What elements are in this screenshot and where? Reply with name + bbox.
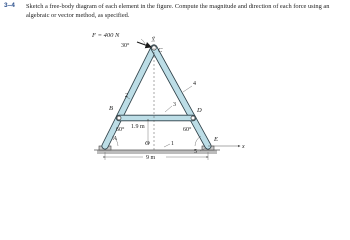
joint-B-label: B <box>109 105 113 112</box>
span-dim-label: 9 m <box>146 155 156 161</box>
joint-A-label: A <box>113 135 117 142</box>
leader-1 <box>164 144 170 147</box>
member-right-leg <box>154 48 208 146</box>
left-angle-label: 60° <box>116 127 125 133</box>
force-label: F = 400 N <box>92 32 120 39</box>
pin-D <box>191 116 195 120</box>
member-2-label: 2 <box>125 93 128 99</box>
force-arrow <box>137 42 151 47</box>
joint-D-label: D <box>197 107 202 114</box>
member-1-label: 1 <box>171 141 174 147</box>
problem-statement: Sketch a free-body diagram of each element in the figure. Compute the magnitude and direction of each force using an algebraic or vector method, as specified. <box>26 3 330 19</box>
problem-number: 3–4 <box>4 2 15 9</box>
right-angle-label: 60° <box>183 127 192 133</box>
joint-C-label: C <box>158 47 163 54</box>
joint-O-label: O <box>145 140 150 147</box>
member-5-label: 5 <box>194 149 197 155</box>
member-4-label: 4 <box>193 81 196 87</box>
y-axis-label: y <box>152 36 155 42</box>
force-angle-label: 30° <box>121 43 130 49</box>
member-3-label: 3 <box>173 102 176 108</box>
ground-strip <box>97 150 217 154</box>
pin-B <box>117 116 121 120</box>
leader-4 <box>183 86 192 92</box>
member-left-leg <box>105 48 154 146</box>
height-dim-label: 1.9 m <box>131 124 145 130</box>
leader-3 <box>165 106 172 112</box>
x-axis-label: x <box>242 144 245 150</box>
joint-E-label: E <box>214 136 218 143</box>
